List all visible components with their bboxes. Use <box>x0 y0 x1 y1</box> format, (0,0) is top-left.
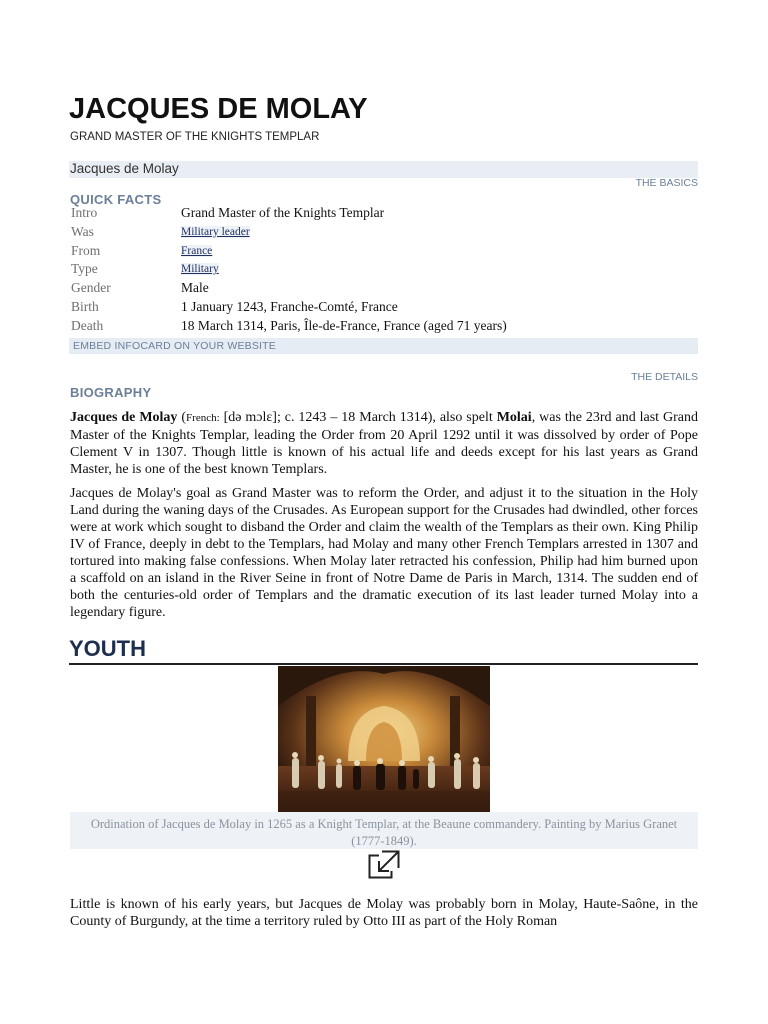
fact-row-intro <box>70 205 698 224</box>
ordination-painting[interactable] <box>278 666 490 813</box>
quick-facts-table <box>70 205 698 337</box>
fact-row-type <box>70 261 698 280</box>
quick-facts-heading: QUICK FACTS <box>70 192 162 207</box>
fact-key: Type <box>71 261 98 277</box>
fact-key: Death <box>71 317 104 333</box>
biography-paragraph-2: Jacques de Molay's goal as Grand Master was to reform the Order, and adjust it to the situation in the Holy Land during the waning days of the Crusades. As European support for the Crusades had dwindled, other forces were at work which sought to disband the Order and claim the wealth of the Templars as their own. King Philip IV of France, deeply in debt to the Templars, had Molay and many other French Templars arrested in 1307 and tortured into making false confessions. When Molay later retracted his confession, Philip had him burned upon a scaffold on an island in the River Seine in front of Notre Dame de Paris in March, 1314. The sudden end of both the centuries-old order of Templars and the dramatic execution of its last leader turned Molay into a legendary figure. <box>70 486 698 620</box>
biography-heading: BIOGRAPHY <box>70 385 152 400</box>
name-bar-label: Jacques de Molay <box>70 161 179 176</box>
biography-paragraph-1: Jacques de Molay (French: [də mɔlɛ]; c. 1243 – 18 March 1314), also spelt Molai, was the 23rd and last Grand Master of the Knights Templar, leading the Order from 20 April 1292 until it was dissolved by order of Pope Clement V in 1307. Though little is known of his actual life and deeds except for his last years as Grand Master, he is one of the best known Templars. <box>70 410 698 477</box>
bio-alt-name: Molai <box>496 410 532 425</box>
fact-value: Male <box>181 280 209 296</box>
fact-row-birth <box>70 299 698 318</box>
fact-key: Was <box>71 223 94 239</box>
fact-link-france[interactable]: France <box>181 244 213 257</box>
heading-rule <box>69 663 698 665</box>
painting-image <box>278 666 490 813</box>
youth-heading: YOUTH <box>69 636 146 661</box>
page-subtitle: GRAND MASTER OF THE KNIGHTS TEMPLAR <box>70 131 320 143</box>
french-label: French: <box>186 412 220 424</box>
page-title: JACQUES DE MOLAY <box>69 93 368 125</box>
youth-paragraph-1: Little is known of his early years, but Jacques de Molay was probably born in Molay, Haute-Saône, in the County of Burgundy, at the time a territory ruled by Otto III as part of the Holy Roman <box>70 897 698 929</box>
fact-key: Gender <box>71 280 111 296</box>
fact-link-military[interactable]: Military <box>181 263 219 276</box>
fact-row-death <box>70 318 698 337</box>
embed-infocard-bar[interactable] <box>69 338 698 354</box>
ipa-text: [də mɔlɛ] <box>219 410 277 425</box>
expand-icon[interactable] <box>367 849 401 881</box>
fact-key: Birth <box>71 298 99 314</box>
fact-value: 1 January 1243, Franche-Comté, France <box>181 298 398 314</box>
fact-key: From <box>71 242 101 258</box>
fact-row-gender <box>70 280 698 299</box>
bio-text: , was the 23rd and last Grand Master of the Knights Templar, leading the Order from 20 April 1292 until it was dissolved by order of Pope Clement V in 1307. Though little is known of his actual life and deeds except for his last years as Grand Master, he is one of the best known Templars. <box>70 410 698 477</box>
embed-infocard-link[interactable]: EMBED INFOCARD ON YOUR WEBSITE <box>73 340 276 352</box>
fact-row-was <box>70 224 698 243</box>
fact-row-from <box>70 243 698 262</box>
fact-value: 18 March 1314, Paris, Île-de-France, France (aged 71 years) <box>181 317 507 333</box>
bio-dates: ; c. 1243 – 18 March 1314), also spelt <box>276 410 497 425</box>
details-tag: THE DETAILS <box>631 371 698 383</box>
basics-tag: THE BASICS <box>635 177 698 189</box>
fact-value: Grand Master of the Knights Templar <box>181 205 385 220</box>
bio-name: Jacques de Molay <box>70 410 178 425</box>
fact-link-military-leader[interactable]: Military leader <box>181 225 250 238</box>
name-bar <box>69 161 698 178</box>
image-caption: Ordination of Jacques de Molay in 1265 as a Knight Templar, at the Beaune commandery. Painting by Marius Granet (1777-1849). <box>90 817 678 848</box>
fact-key: Intro <box>71 205 98 220</box>
